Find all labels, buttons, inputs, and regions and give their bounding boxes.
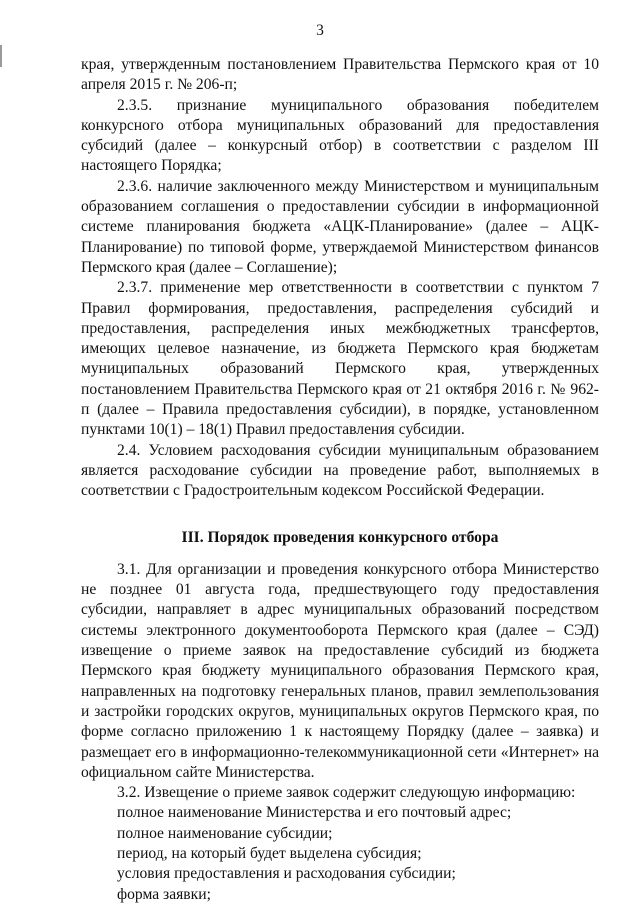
page-number: 3 — [316, 22, 324, 39]
section-heading: III. Порядок проведения конкурсного отбора — [181, 528, 499, 546]
info-list — [81, 803, 599, 904]
paragraph-2-3-5: 2.3.5. признание муниципального образования победителем конкурсного отбора муниципальных образований для предоставления субсидий (далее – конкурсный отбор) в соответствии с разделом III настоящего Порядка; — [81, 96, 599, 175]
list-item: период, на который будет выделена субсидия; — [117, 844, 422, 862]
paragraph-3-2: 3.2. Извещение о приеме заявок содержит следующую информацию: — [117, 784, 576, 802]
paragraph-3-1: 3.1. Для организации и проведения конкурсного отбора Министерство не позднее 01 августа года, предшествующего году предоставления субсидии, направляет в адрес муниципальных образований посредством системы электронного документооборота Пермского края (далее – СЭД) извещение о приеме заявок на предоставление субсидий из бюджета Пермского края бюджету муниципального образования Пермского края, направленных на подготовку генеральных планов, правил землепользования и застройки городских округов, муниципальных округов Пермского края, по форме согласно приложению 1 к настоящему Порядку (далее – заявка) и размещает его в информационно-телекоммуникационной сети «Интернет» на официальном сайте Министерства. — [81, 560, 599, 781]
scan-edge-mark — [0, 45, 2, 67]
list-item: полное наименование Министерства и его почтовый адрес; — [117, 804, 512, 822]
paragraph-2-3-6: 2.3.6. наличие заключенного между Министерством и муниципальным образованием соглашения о предоставлении субсидии в информационной системе планирования бюджета «АЦК-Планирование» (далее – АЦК-Планирование) по типовой форме, утверждаемой Министерством финансов Пермского края (далее – Соглашение); — [81, 177, 599, 276]
list-item: форма заявки; — [117, 885, 211, 903]
document-body — [81, 55, 599, 905]
list-item: условия предоставления и расходования субсидии; — [117, 865, 456, 883]
paragraph-continuation: края, утвержденным постановлением Правительства Пермского края от 10 апреля 2015 г. № 206-п; — [81, 56, 599, 94]
paragraph-2-4: 2.4. Условием расходования субсидии муниципальным образованием является расходование субсидии на проведение работ, выполняемых в соответствии с Градостроительным кодексом Российской Федерации. — [81, 441, 599, 500]
list-item: полное наименование субсидии; — [117, 824, 333, 842]
paragraph-2-3-7: 2.3.7. применение мер ответственности в соответствии с пунктом 7 Правил формирования, предоставления, распределения субсидий и предоставления, распределения иных межбюджетных трансфертов, имеющих целевое назначение, из бюджета Пермского края бюджетам муниципальных образований Пермского края, утвержденных постановлением Правительства Пермского края от 21 октября 2016 г. № 962-п (далее – Правила предоставления субсидии), в порядке, установленном пунктами 10(1) – 18(1) Правил предоставления субсидии. — [81, 279, 599, 439]
